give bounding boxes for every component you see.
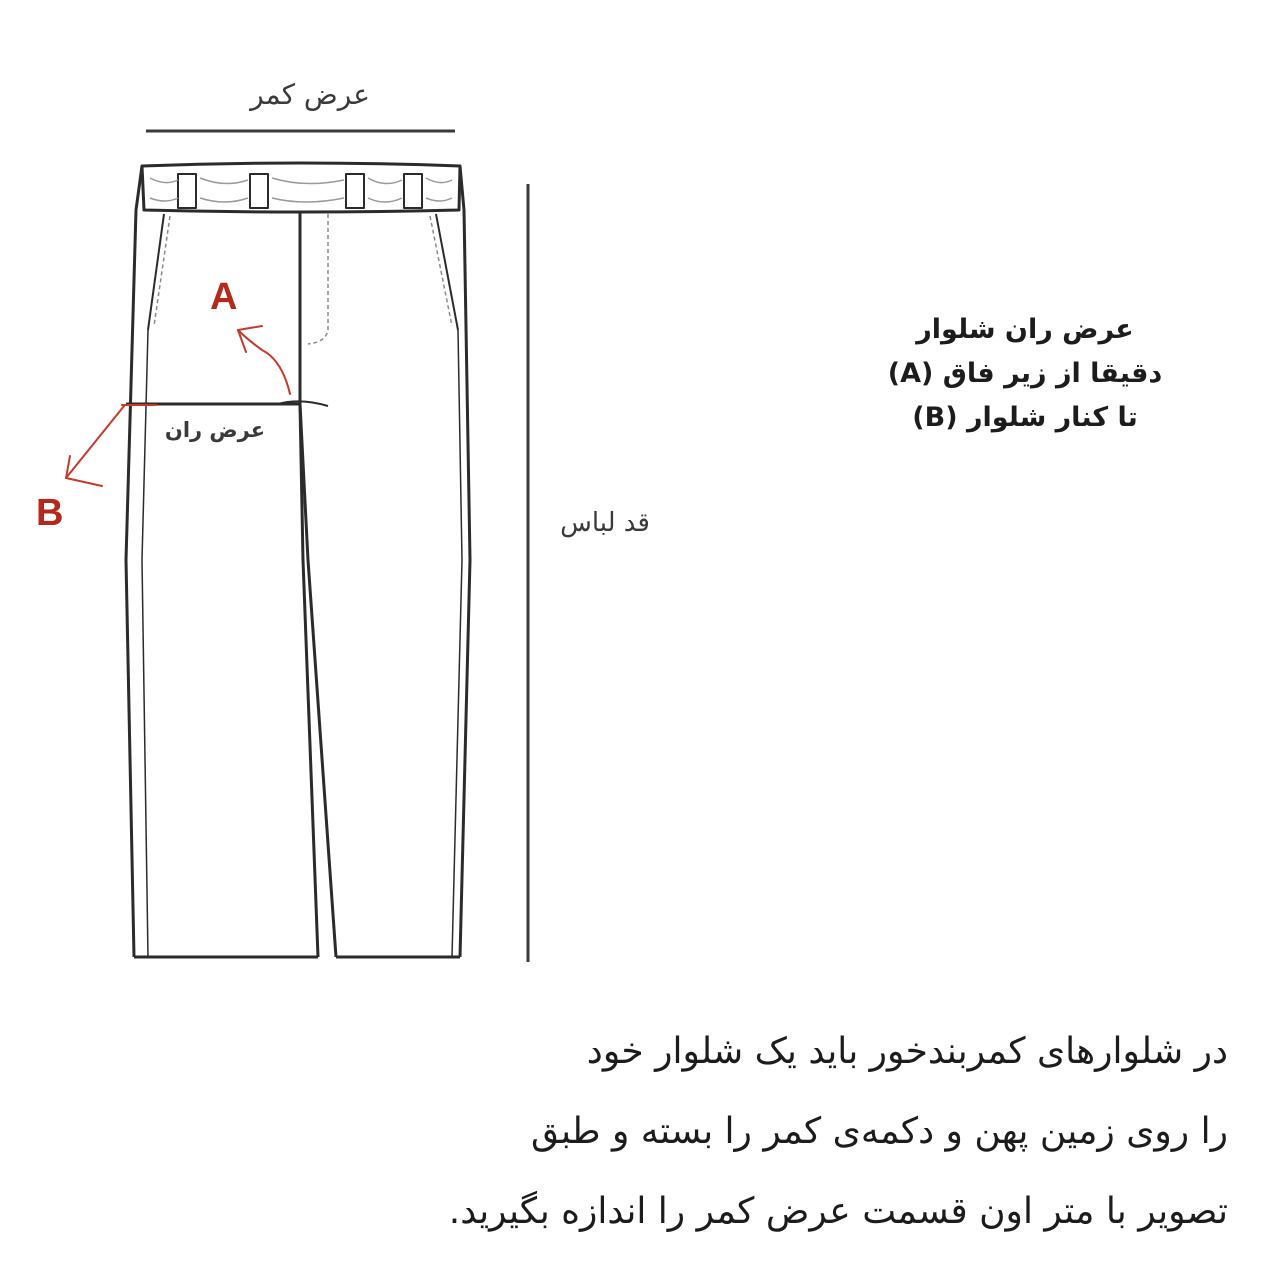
measurement-instructions — [360, 1012, 1228, 1252]
garment-length-label: قد لباس — [560, 508, 650, 538]
pants-outline — [126, 163, 470, 957]
right-side-stripe — [452, 330, 462, 957]
point-b-marker: B — [36, 492, 64, 534]
point-a-marker: A — [210, 276, 238, 318]
instruction-line: در شلوارهای کمربندخور باید یک شلوار خود — [586, 1031, 1228, 1072]
right-pocket — [436, 214, 458, 330]
waist-width-label: عرض کمر — [250, 78, 370, 111]
right-leg-inner-seam — [300, 404, 336, 957]
note-line: عرض ران شلوار — [916, 314, 1134, 345]
waistband — [142, 163, 460, 212]
instruction-line: تصویر با متر اون قسمت عرض کمر را اندازه بگیرید. — [448, 1191, 1228, 1232]
belt-loops — [178, 174, 422, 208]
arrow-a — [238, 330, 290, 394]
instruction-line: را روی زمین پهن و دکمه‌ی کمر را بسته و طبق — [531, 1111, 1228, 1152]
note-line: تا کنار شلوار (B) — [912, 402, 1138, 433]
thigh-measurement-note — [840, 308, 1210, 440]
stitching — [154, 214, 452, 344]
left-leg-outer-seam — [126, 166, 142, 957]
arrow-b — [66, 406, 124, 478]
thigh-width-label: عرض ران — [164, 418, 266, 442]
note-line: دقیقا از زیر فاق (A) — [887, 358, 1163, 389]
annotation-arrows — [66, 326, 290, 486]
